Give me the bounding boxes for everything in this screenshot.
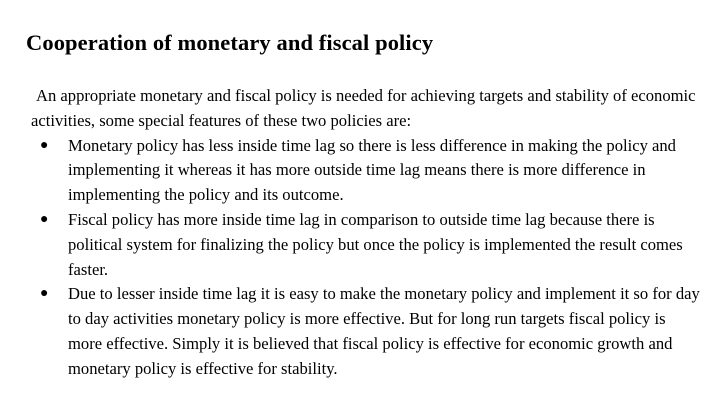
bullet-icon: ● xyxy=(40,137,49,153)
bullet-item-fiscal-lag xyxy=(31,208,701,282)
bullet-text: Fiscal policy has more inside time lag in comparison to outside time lag because there is political system for finalizing the policy but once the policy is implemented the result comes faster. xyxy=(68,209,683,279)
bullet-list xyxy=(31,134,701,382)
slide-body xyxy=(31,84,701,382)
bullet-icon: ● xyxy=(40,286,49,302)
bullet-item-effectiveness xyxy=(31,282,701,381)
intro-paragraph: An appropriate monetary and fiscal policy is needed for achieving targets and stability of economic activities, some special features of these two policies are: xyxy=(31,86,696,130)
bullet-text: Due to lesser inside time lag it is easy to make the monetary policy and implement it so for day to day activities monetary policy is more effective. But for long run targets fiscal policy is more effective. Simply it is believed that fiscal policy is effective for economic growth and monetary policy is effective for stability. xyxy=(68,284,700,378)
slide-title: Cooperation of monetary and fiscal policy xyxy=(26,30,434,55)
bullet-text: Monetary policy has less inside time lag so there is less difference in making the policy and implementing it whereas it has more outside time lag means there is more difference in implementing the policy and its outcome. xyxy=(68,135,676,205)
bullet-item-monetary-lag xyxy=(31,134,701,208)
bullet-icon: ● xyxy=(40,211,49,227)
